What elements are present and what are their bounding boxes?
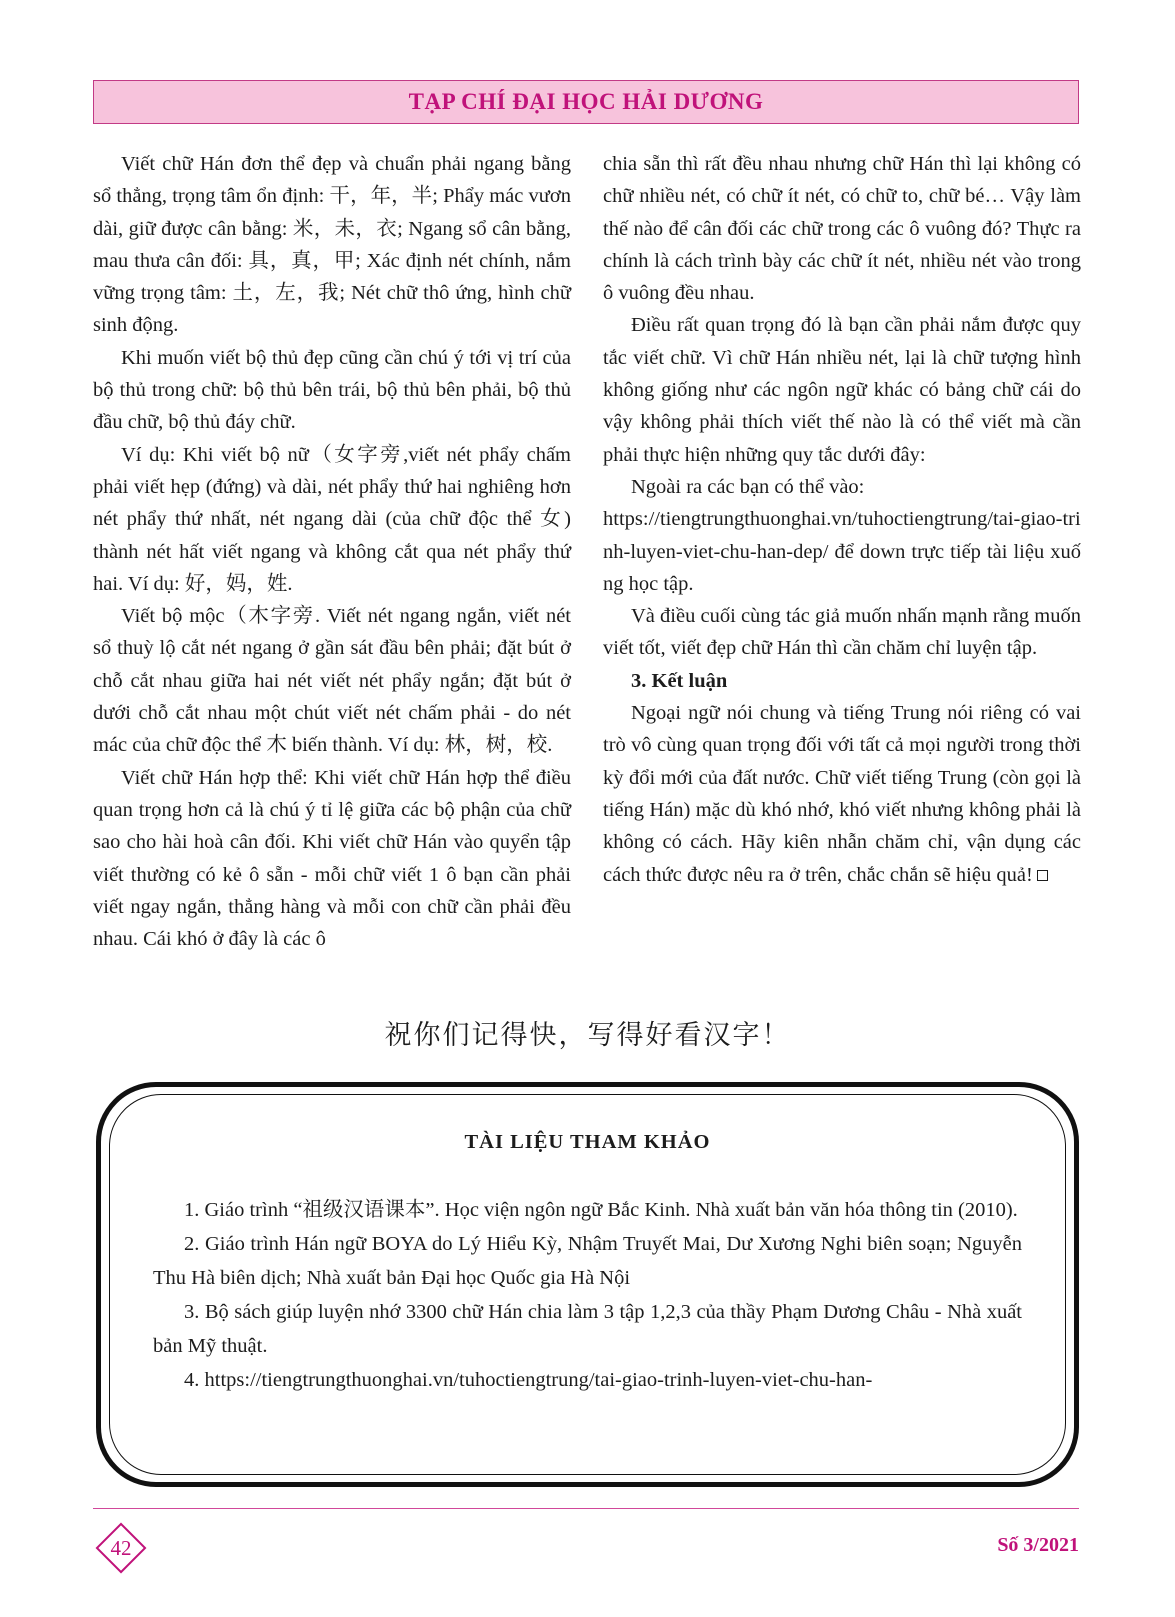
chinese-motto: 祝你们记得快，写得好看汉字！: [384, 1020, 791, 1051]
paragraph: chia sẵn thì rất đều nhau nhưng chữ Hán thì lại không có chữ nhiều nét, có chữ ít nét, có chữ to, chữ bé… Vậy làm thế nào để cân đối các chữ trong các ô vuông đó? Thực ra chính là cách trình bày các chữ ít nét, nhiều nét vào trong ô vuông đều nhau.: [603, 153, 1081, 305]
journal-header-bar: [93, 80, 1079, 124]
page-number-badge: [94, 1521, 148, 1575]
reference-item: 3. Bộ sách giúp luyện nhớ 3300 chữ Hán chia làm 3 tập 1,2,3 của thầy Phạm Dương Châu - Nhà xuất bản Mỹ thuật.: [153, 1301, 1022, 1357]
page-number: 42: [110, 1535, 132, 1560]
reference-item: 1. Giáo trình “祖级汉语课本”. Học viện ngôn ngữ Bắc Kinh. Nhà xuất bản văn hóa thông tin (2010).: [184, 1199, 1018, 1221]
conclusion-paragraph: [603, 697, 1081, 891]
paragraph: Ngoài ra các bạn có thể vào:: [631, 475, 865, 498]
left-text-column: [93, 148, 571, 955]
paragraph: Khi muốn viết bộ thủ đẹp cũng cần chú ý tới vị trí của bộ thủ trong chữ: bộ thủ bên trái, bộ thủ bên phải, bộ thủ đầu chữ, bộ thủ đáy chữ.: [93, 346, 571, 434]
issue-number: Số 3/2021: [997, 1534, 1079, 1556]
references-list: [153, 1193, 1022, 1397]
journal-title: TẠP CHÍ ĐẠI HỌC HẢI DƯƠNG: [408, 89, 764, 114]
references-title: TÀI LIỆU THAM KHẢO: [464, 1131, 711, 1153]
section-heading-conclusion: 3. Kết luận: [631, 669, 728, 692]
right-text-column: [603, 148, 1081, 891]
reference-item: 4. https://tiengtrungthuonghai.vn/tuhoctiengtrung/tai-giao-trinh-luyen-viet-chu-han-: [184, 1369, 873, 1391]
download-link-paragraph: https://tiengtrungthuonghai.vn/tuhoctiengtrung/tai-giao-trinh-luyen-viet-chu-han-dep/ để down trực tiếp tài liệu xuống học tập.: [603, 508, 1081, 595]
references-box: [96, 1082, 1079, 1487]
paragraph: Viết chữ Hán hợp thể: Khi viết chữ Hán hợp thể điều quan trọng hơn cả là chú ý tỉ lệ giữa các bộ phận của chữ sao cho hài hoà cân đối. Khi viết chữ Hán vào quyển tập viết thường có kẻ ô sẵn - mỗi chữ viết 1 ô bạn cần phải viết ngay ngắn, thẳng hàng và mỗi con chữ cần phải đều nhau. Cái khó ở đây là các ô: [93, 766, 571, 951]
conclusion-text: Ngoại ngữ nói chung và tiếng Trung nói riêng có vai trò vô cùng quan trọng đối với tất cả mọi người trong thời kỳ đổi mới của đất nước. Chữ viết tiếng Trung (còn gọi là tiếng Hán) mặc dù khó nhớ, khó viết nhưng không phải là không có cách. Hãy kiên nhẫn chăm chỉ, vận dụng các cách thức được nêu ra ở trên, chắc chắn sẽ hiệu quả!: [603, 702, 1081, 886]
paragraph: Điều rất quan trọng đó là bạn cần phải nắm được quy tắc viết chữ. Vì chữ Hán nhiều nét, lại là chữ tượng hình không giống như các ngôn ngữ khác có bảng chữ cái do vậy không phải thích viết thế nào là có thể viết mà cần phải thực hiện những quy tắc dưới đây:: [603, 314, 1081, 466]
paragraph: Và điều cuối cùng tác giả muốn nhấn mạnh rằng muốn viết tốt, viết đẹp chữ Hán thì cần chăm chỉ luyện tập.: [603, 605, 1081, 660]
paragraph: Viết chữ Hán đơn thể đẹp và chuẩn phải ngang bằng sổ thẳng, trọng tâm ổn định: 干，年，半; Phẩy mác vươn dài, giữ được cân bằng: 米，未，衣; Ngang sổ cân bằng, mau thưa cân đối: 具，真，甲; Xác định nét chính, nắm vững trọng tâm: 土，左，我; Nét chữ thô ứng, hình chữ sinh động.: [93, 153, 571, 337]
footer-divider: [93, 1508, 1079, 1509]
paragraph: Ví dụ: Khi viết bộ nữ（女字旁,viết nét phẩy chấm phải viết hẹp (đứng) và dài, nét phẩy thứ hai nghiêng hơn nét phẩy thứ nhất, nét ngang dài (của chữ độc thể 女) thành nét hất viết ngang và không cắt qua nét phẩy thứ hai. Ví dụ: 好，妈，姓.: [93, 443, 571, 595]
paragraph: Viết bộ mộc（木字旁. Viết nét ngang ngắn, viết nét sổ thuỳ lộ cắt nét ngang ở gần sát đầu bên phải; đặt bút ở chỗ cắt nhau giữa hai nét viết nét phẩy ngắn; đặt bút ở dưới chỗ cắt nhau một chút viết nét chấm phải - do nét mác của chữ độc thể 木 biến thành. Ví dụ: 林，树，校.: [93, 605, 571, 757]
end-of-article-icon: [1037, 870, 1048, 881]
reference-item: 2. Giáo trình Hán ngữ BOYA do Lý Hiểu Kỳ, Nhậm Truyết Mai, Dư Xương Nghi biên soạn; Nguyễn Thu Hà biên dịch; Nhà xuất bản Đại học Quốc gia Hà Nội: [153, 1233, 1022, 1289]
